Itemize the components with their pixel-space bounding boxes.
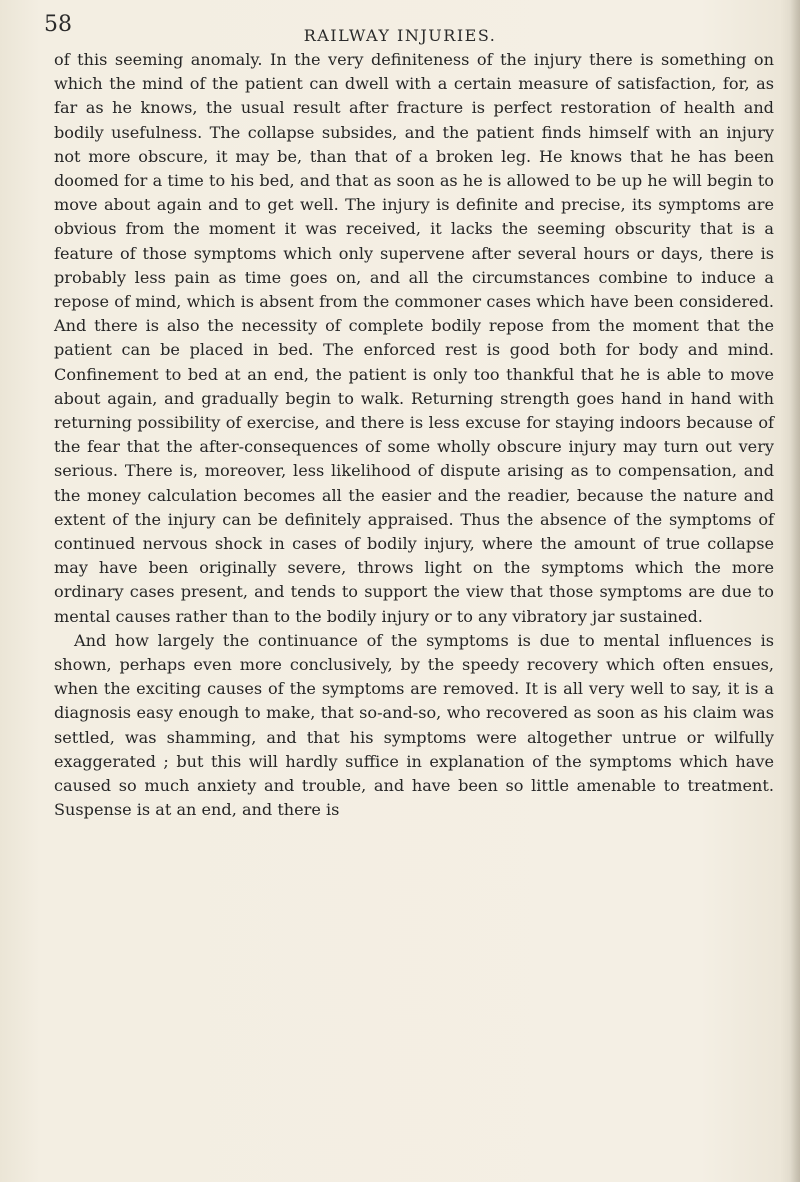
page-edge-shadow bbox=[790, 0, 800, 1182]
running-head: RAILWAY INJURIES. bbox=[303, 26, 497, 45]
page-number: 58 bbox=[44, 12, 72, 37]
paragraph: And how largely the continuance of the symptoms is due to mental influences is shown, perhaps even more conclusively, by the speedy recovery which often ensues, when the exciting causes of the symptoms are removed. It is all very well to say, it is a diagnosis easy enough to make, that so-and-so, who recovered as soon as his claim was settled, was shamming, and that his symptoms were altogether untrue or wilfully exaggerated ; but this will hardly suffice in explanation of the symptoms which have caused so much anxiety and trouble, and have been so little amenable to treatment. Suspense is at an end, and there is bbox=[54, 630, 774, 820]
paragraph-continued: of this seeming anomaly. In the very definiteness of the injury there is something on which the mind of the patient can dwell with a certain measure of satisfaction, for, as far as he knows, the usual result after fracture is perfect restoration of health and bodily usefulness. The collapse subsides, and the patient finds himself with an injury not more obscure, it may be, than that of a broken leg. He knows that he has been doomed for a time to his bed, and that as soon as he is allowed to be up he will begin to move about again and to get well. The injury is definite and precise, its symptoms are obvious from the moment it was received, it lacks the seeming obscurity that is a feature of those symptoms which only supervene after several hours or days, there is probably less pain as time goes on, and all the circumstances combine to induce a repose of mind, which is absent from the commoner cases which have been considered. And there is also the necessity of complete bodily repose from the moment that the patient can be placed in bed. The enforced rest is good both for body and mind. Confinement to bed at an end, the patient is only too thankful that he is able to move about again, and gradually begin to walk. Returning strength goes hand in hand with returning possibility of exercise, and there is less excuse for staying indoors because of the fear that the after-consequences of some wholly obscure injury may turn out very serious. There is, moreover, less likelihood of dispute arising as to compensation, and the money calculation becomes all the easier and the readier, because the nature and extent of the injury can be definitely appraised. Thus the absence of the symptoms of continued nervous shock in cases of bodily injury, where the amount of true collapse may have been originally severe, throws light on the symptoms which the more ordinary cases present, and tends to support the view that those symptoms are due to mental causes rather than to the bodily injury or to any vibratory jar sustained. bbox=[54, 50, 774, 626]
body-text bbox=[54, 48, 774, 823]
